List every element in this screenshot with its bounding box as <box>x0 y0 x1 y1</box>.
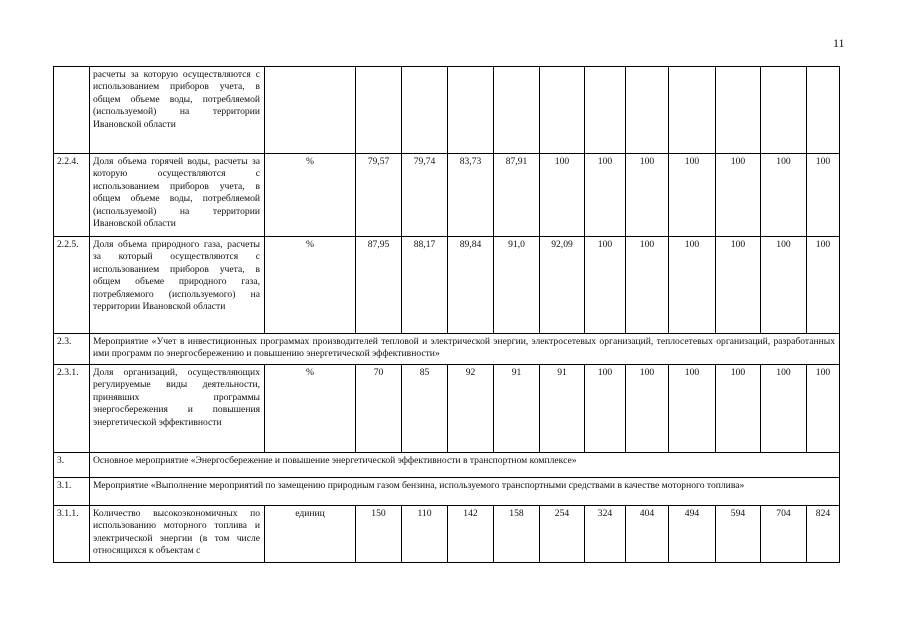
value-cell: 110 <box>402 506 448 563</box>
value-cell: 91 <box>540 365 585 453</box>
row-number: 2.2.4. <box>54 154 90 237</box>
value-cell: 404 <box>626 506 669 563</box>
unit-cell <box>265 67 356 154</box>
row-number: 3. <box>54 453 90 478</box>
table-row <box>54 154 840 237</box>
value-cell: 142 <box>448 506 494 563</box>
table-row <box>54 237 840 334</box>
unit-cell: % <box>265 237 356 334</box>
unit-cell: % <box>265 365 356 453</box>
table-row <box>54 506 840 563</box>
indicator-description: Количество высокоэкономичных по использованию моторного топлива и электрической энергии (в том числе относящихся к объектам с <box>90 506 265 563</box>
table-row <box>54 334 840 365</box>
page-number: 11 <box>833 36 845 50</box>
value-cell: 704 <box>761 506 807 563</box>
value-cell: 594 <box>716 506 761 563</box>
value-cell: 254 <box>540 506 585 563</box>
value-cell: 70 <box>356 365 402 453</box>
indicator-description: Доля организаций, осуществляющих регулируемые виды деятельности, принявших программы энергосбережения и повышения энергетической эффективности <box>90 365 265 453</box>
activity-title: Мероприятие «Выполнение мероприятий по замещению природным газом бензина, используемого транспортными средствами в качестве моторного топлива» <box>90 478 840 506</box>
value-cell: 100 <box>585 154 626 237</box>
value-cell: 324 <box>585 506 626 563</box>
value-cell: 100 <box>669 237 716 334</box>
value-cell: 100 <box>807 237 840 334</box>
unit-cell: единиц <box>265 506 356 563</box>
value-cell: 83,73 <box>448 154 494 237</box>
value-cell: 100 <box>716 154 761 237</box>
value-cell <box>669 67 716 154</box>
value-cell: 100 <box>761 154 807 237</box>
value-cell: 79,57 <box>356 154 402 237</box>
value-cell: 100 <box>626 237 669 334</box>
value-cell: 87,91 <box>494 154 540 237</box>
row-number: 2.2.5. <box>54 237 90 334</box>
value-cell: 92,09 <box>540 237 585 334</box>
value-cell: 100 <box>761 365 807 453</box>
value-cell: 100 <box>626 365 669 453</box>
value-cell <box>494 67 540 154</box>
value-cell: 100 <box>585 237 626 334</box>
value-cell: 100 <box>716 365 761 453</box>
value-cell: 100 <box>716 237 761 334</box>
table-row <box>54 453 840 478</box>
activity-title: Мероприятие «Учет в инвестиционных программах производителей тепловой и электрической энергии, электросетевых организаций, теплосетевых организаций, разработанных ими программ по энергосбережению и повышению энергетической эффективности» <box>90 334 840 365</box>
value-cell: 100 <box>585 365 626 453</box>
value-cell: 87,95 <box>356 237 402 334</box>
activity-title: Основное мероприятие «Энергосбережение и повышение энергетической эффективности в транспортном комплексе» <box>90 453 840 478</box>
value-cell <box>356 67 402 154</box>
value-cell <box>540 67 585 154</box>
value-cell: 100 <box>761 237 807 334</box>
value-cell: 100 <box>669 154 716 237</box>
value-cell: 100 <box>807 365 840 453</box>
value-cell: 158 <box>494 506 540 563</box>
unit-cell: % <box>265 154 356 237</box>
value-cell: 91,0 <box>494 237 540 334</box>
row-number: 3.1. <box>54 478 90 506</box>
value-cell <box>716 67 761 154</box>
table-row <box>54 478 840 506</box>
value-cell <box>585 67 626 154</box>
row-number: 3.1.1. <box>54 506 90 563</box>
indicator-description: Доля объема природного газа, расчеты за который осуществляются с использованием приборов учета, в общем объеме природного газа, потребляемого (используемого) на территории Ивановской области <box>90 237 265 334</box>
value-cell: 91 <box>494 365 540 453</box>
indicator-description: Доля объема горячей воды, расчеты за которую осуществляются с использованием приборов учета, в общем объеме воды, потребляемой (используемой) на территории Ивановской области <box>90 154 265 237</box>
indicators-table <box>53 66 840 563</box>
row-number <box>54 67 90 154</box>
value-cell: 150 <box>356 506 402 563</box>
value-cell <box>807 67 840 154</box>
value-cell: 100 <box>626 154 669 237</box>
indicator-description: расчеты за которую осуществляются с использованием приборов учета, в общем объеме воды, потребляемой (используемой) на территории Ивановской области <box>90 67 265 154</box>
table-row <box>54 365 840 453</box>
value-cell <box>402 67 448 154</box>
value-cell <box>626 67 669 154</box>
value-cell: 100 <box>540 154 585 237</box>
value-cell: 79,74 <box>402 154 448 237</box>
value-cell <box>761 67 807 154</box>
table-row <box>54 67 840 154</box>
value-cell: 100 <box>807 154 840 237</box>
value-cell: 100 <box>669 365 716 453</box>
value-cell: 92 <box>448 365 494 453</box>
value-cell: 85 <box>402 365 448 453</box>
value-cell <box>448 67 494 154</box>
value-cell: 89,84 <box>448 237 494 334</box>
value-cell: 88,17 <box>402 237 448 334</box>
row-number: 2.3.1. <box>54 365 90 453</box>
value-cell: 824 <box>807 506 840 563</box>
row-number: 2.3. <box>54 334 90 365</box>
value-cell: 494 <box>669 506 716 563</box>
